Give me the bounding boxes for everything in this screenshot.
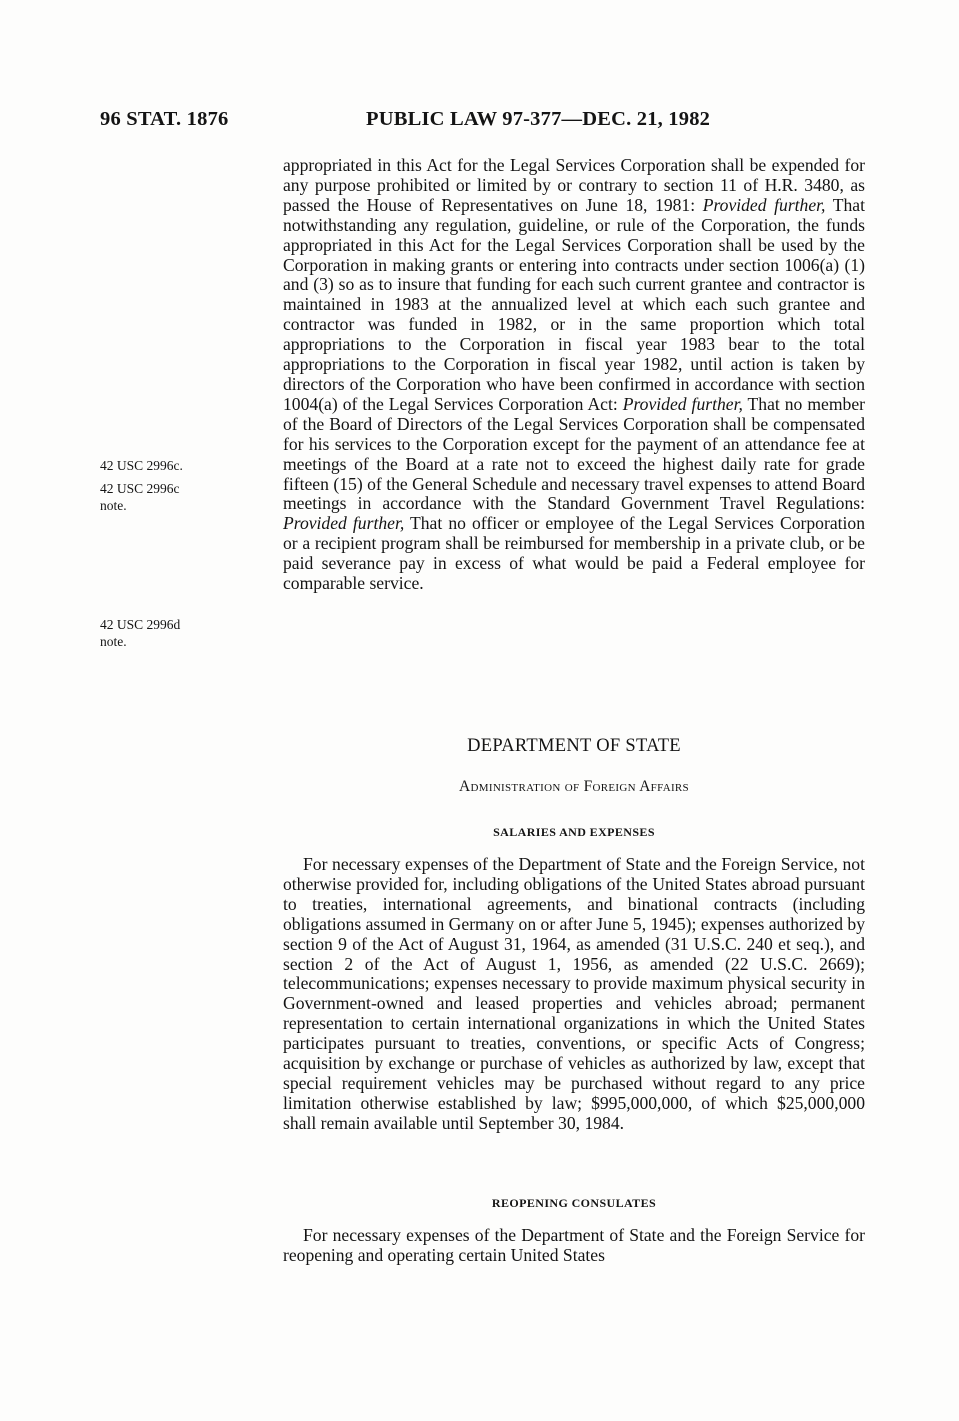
proviso-label-3: Provided further,	[283, 513, 405, 534]
continuation-paragraph	[283, 156, 865, 594]
salaries-section	[283, 855, 865, 1134]
reopening-section	[283, 1226, 865, 1266]
proviso-label-1: Provided further,	[702, 194, 826, 215]
stat-citation: 96 STAT. 1876	[100, 108, 229, 130]
margin-note-usc-2996c: 42 USC 2996c.	[100, 458, 183, 473]
proviso-label-2: Provided further,	[622, 393, 743, 414]
continuation-text-1: appropriated in this Act for the Legal Services Corporation shall be expended for any purpose prohibited or limited by or contrary to section 11 of H.R. 3480, as passed the House of Representatives on June 18, 1981:	[283, 155, 865, 215]
running-head: PUBLIC LAW 97-377—DEC. 21, 1982	[366, 108, 711, 130]
continuation-text-2: That notwithstanding any regulation, guideline, or rule of the Corporation, the funds appropriated in this Act for the Legal Services Corporation shall be used by the Corporation in making grants or entering into contracts under section 1006(a) (1) and (3) so as to insure that funding for each such current grantee and contractor is maintained in 1983 at the annualized level at which each such grantee and contractor was funded in 1982, or in the same proportion which total appropriations to the Corporation in fiscal year 1983 bear to the total appropriations to the Corporation in fiscal year 1982, until action is taken by directors of the Corporation who have been confirmed in accordance with section 1004(a) of the Legal Services Corporation Act:	[283, 194, 865, 414]
salaries-heading: SALARIES AND EXPENSES	[493, 825, 655, 839]
margin-note-usc-2996d-note: 42 USC 2996d note.	[100, 617, 181, 649]
salaries-paragraph: For necessary expenses of the Department of State and the Foreign Service, not otherwise provided for, including obligations of the United States abroad pursuant to treaties, international agreements, and binational contracts (including obligations assumed in Germany on or after June 5, 1945); expenses authorized by section 9 of the Act of August 31, 1964, as amended (31 U.S.C. 240 et seq.), and section 2 of the Act of August 1, 1956, as amended (22 U.S.C. 2669); telecommunications; expenses necessary to provide maximum physical security in Government-owned and leased properties and vehicles abroad; permanent representation to certain international organizations in which the United States participates pursuant to treaties, conventions, or specific Acts of Congress; acquisition by exchange or purchase of vehicles as authorized by law, except that special requirement vehicles may be purchased without regard to any price limitation otherwise established by law; $995,000,000, of which $25,000,000 shall remain available until September 30, 1984.	[283, 854, 865, 1133]
reopening-paragraph: For necessary expenses of the Department of State and the Foreign Service for reopening and operating certain United States	[283, 1225, 865, 1265]
department-heading: DEPARTMENT OF STATE	[467, 736, 681, 756]
page-header	[100, 108, 860, 142]
continuation-text-3: That no member of the Board of Directors of the Legal Services Corporation shall be compensated for his services to the Corporation except for the payment of an attendance fee at meetings of the Board at a rate not to exceed the highest daily rate for grade fifteen (15) of the General Schedule and necessary travel expenses to attend Board meetings in accordance with the Standard Government Travel Regulations:	[283, 393, 865, 514]
margin-note-usc-2996c-note: 42 USC 2996c note.	[100, 481, 180, 513]
agency-heading: Administration of Foreign Affairs	[459, 778, 689, 795]
reopening-heading: REOPENING CONSULATES	[491, 1196, 657, 1210]
legal-services-continuation	[283, 156, 865, 594]
continuation-text-4: That no officer or employee of the Legal Services Corporation or a recipient program shall be reimbursed for membership in a private club, or be paid severance pay in excess of what would be paid a Federal employee for comparable service.	[283, 513, 866, 594]
